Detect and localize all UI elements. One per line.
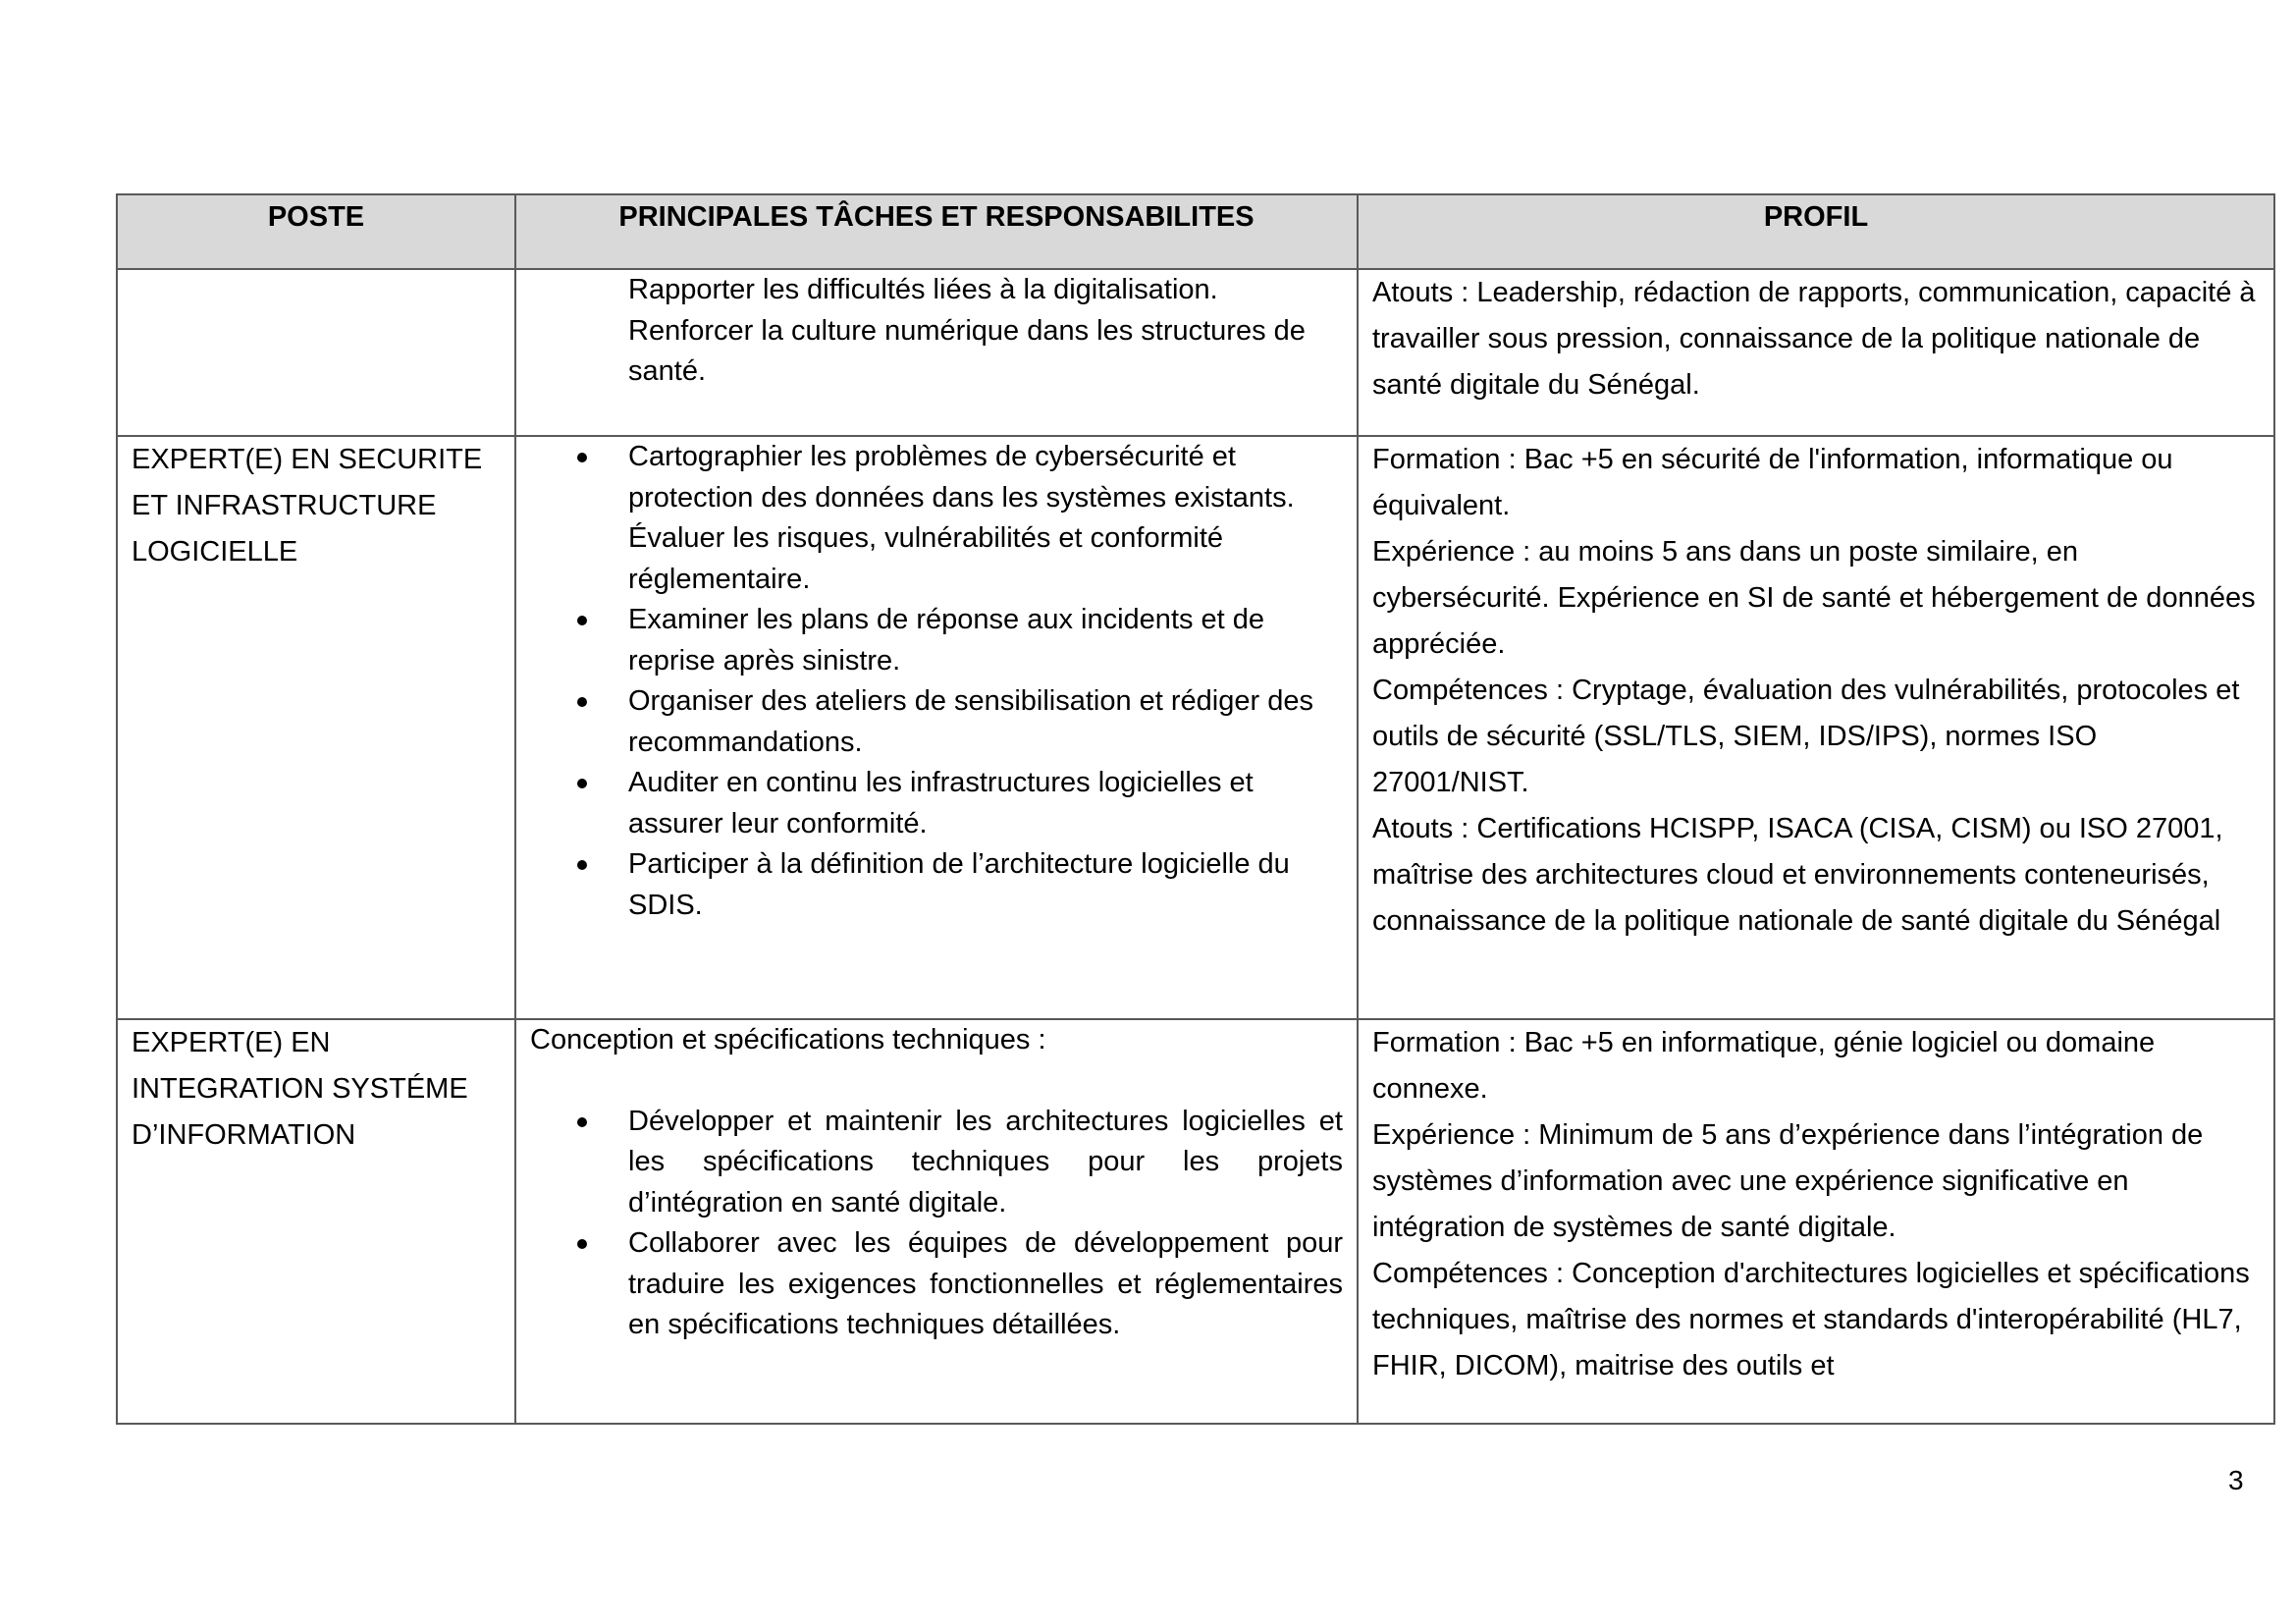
poste-cell: [117, 269, 515, 436]
list-item: Développer et maintenir les architectures logicielles et les spécifications techniques pour les projets d’intégration en santé digitale.: [628, 1102, 1343, 1224]
profil-competences: Compétences : Cryptage, évaluation des vulnérabilités, protocoles et outils de sécurité (SSL/TLS, SIEM, IDS/IPS), normes ISO 27001/NIST.: [1372, 675, 2240, 798]
list-item: Organiser des ateliers de sensibilisation et rédiger des recommandations.: [628, 681, 1343, 763]
profil-cell: [1358, 1019, 2274, 1424]
profil-formation: Formation : Bac +5 en informatique, génie logiciel ou domaine connexe.: [1372, 1027, 2156, 1105]
job-profiles-table: [116, 193, 2275, 1425]
profil-atouts: Atouts : Leadership, rédaction de rapports, communication, capacité à travailler sous pression, connaissance de la politique nationale de santé digitale du Sénégal.: [1372, 277, 2256, 401]
profil-competences: Compétences : Conception d'architectures logicielles et spécifications techniques, maîtrise des normes et standards d'interopérabilité (HL7, FHIR, DICOM), maitrise des outils et: [1372, 1258, 2250, 1381]
list-item: Auditer en continu les infrastructures logicielles et assurer leur conformité.: [628, 763, 1343, 844]
header-taches: PRINCIPALES TÂCHES ET RESPONSABILITES: [515, 194, 1358, 269]
table-row: [117, 269, 2274, 436]
tasks-cell: [515, 436, 1358, 1019]
profil-cell: [1358, 269, 2274, 436]
profil-experience: Expérience : au moins 5 ans dans un poste similaire, en cybersécurité. Expérience en SI de santé et hébergement de données appréciée.: [1372, 536, 2256, 660]
task-text: Renforcer la culture numérique dans les structures de santé.: [628, 314, 1306, 387]
task-list: [530, 437, 1343, 926]
profil-experience: Expérience : Minimum de 5 ans d’expérience dans l’intégration de systèmes d’information avec une expérience significative en intégration de systèmes de santé digitale.: [1372, 1119, 2204, 1243]
tasks-cell: [515, 1019, 1358, 1424]
poste-cell: EXPERT(E) EN SECURITE ET INFRASTRUCTURE LOGICIELLE: [117, 436, 515, 1019]
header-poste: POSTE: [117, 194, 515, 269]
list-item: Cartographier les problèmes de cybersécurité et protection des données dans les systèmes existants. Évaluer les risques, vulnérabilités et conformité réglementaire.: [628, 437, 1343, 600]
list-item: Examiner les plans de réponse aux incidents et de reprise après sinistre.: [628, 600, 1343, 681]
list-item: Participer à la définition de l’architecture logicielle du SDIS.: [628, 844, 1343, 926]
page-number: 3: [2228, 1465, 2244, 1495]
poste-cell: EXPERT(E) EN INTEGRATION SYSTÉME D’INFORMATION: [117, 1019, 515, 1424]
task-list: [530, 1102, 1343, 1346]
profil-cell: [1358, 436, 2274, 1019]
table-row: [117, 1019, 2274, 1424]
list-item: Collaborer avec les équipes de développement pour traduire les exigences fonctionnelles et réglementaires en spécifications techniques détaillées.: [628, 1223, 1343, 1346]
profil-formation: Formation : Bac +5 en sécurité de l'information, informatique ou équivalent.: [1372, 444, 2173, 521]
table-header-row: [117, 194, 2274, 269]
table-row: [117, 436, 2274, 1019]
tasks-intro: Conception et spécifications techniques :: [530, 1024, 1046, 1056]
task-text: Rapporter les difficultés liées à la digitalisation.: [628, 274, 1218, 305]
header-profil: PROFIL: [1358, 194, 2274, 269]
profil-atouts: Atouts : Certifications HCISPP, ISACA (CISA, CISM) ou ISO 27001, maîtrise des architectures cloud et environnements conteneurisés, connaissance de la politique nationale de santé digitale du Sénégal: [1372, 813, 2223, 937]
tasks-cell: [515, 269, 1358, 436]
